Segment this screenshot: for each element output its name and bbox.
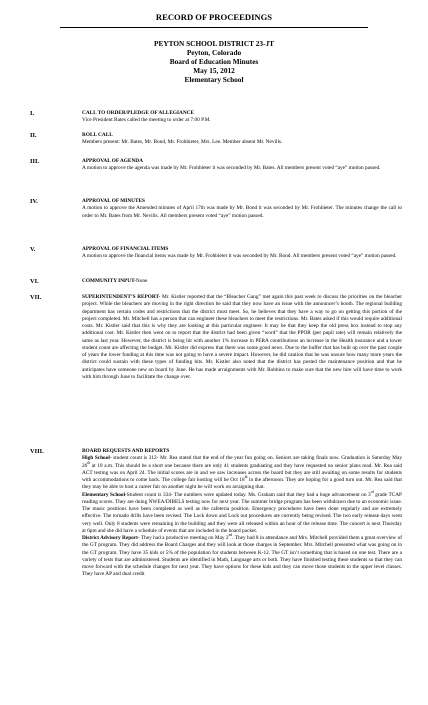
section-number: II. xyxy=(30,132,37,139)
section-text: A motion to approve the agenda was made by Mr. Frohbieter it was seconded by Mr. Bates. All members present voted “aye” motion passed. xyxy=(82,165,381,172)
report-district-advisory: District Advisory Report- They had a productive meeting on May 2nd. They had 8 in attendance and Mrs. Mitchell provided them a great overview of the GT program. They did address the Board Charges and they will look at those charges in September. Mrs. Mitchell presented what was going on in the GT program. They have 35 kids or 5% of the population for students between K-12. The GT isn’t something that is based on one test. There are a variety of tests that are administered. Students are identified in Math, Language arts or both. They have finished testing these students so that they can move forward with the schedule changes for next year. They have options for these kids and they can move those students to the upper level classes. They have AP and dual credit xyxy=(82,533,402,578)
section-number: V. xyxy=(30,246,36,253)
meeting-location: Elementary School xyxy=(184,75,244,84)
district-name: PEYTON SCHOOL DISTRICT 23-JT xyxy=(154,39,274,48)
section-number: VI. xyxy=(30,278,39,285)
meeting-date: May 15, 2012 xyxy=(193,66,235,75)
section-heading: ROLL CALL xyxy=(82,132,113,138)
section-heading: APPROVAL OF MINUTES xyxy=(82,198,145,204)
minutes-title: Board of Education Minutes xyxy=(169,57,259,66)
section-heading: BOARD REQUESTS AND REPORTS xyxy=(82,448,170,454)
section-heading: SUPERINTENDENT’S REPORT- xyxy=(82,294,161,300)
report-high-school: High School- student count is 312- Mr. Rea stated that the end of the year fun going on. Seniors are taking finals now. Graduation is Saturday May 26th at 10 a.m. This should be a short one because there are only 41 students graduating and they have requested no senior plans read. Mr. Rea said ACT testing was on April 24. The initial scores are in and we saw increases across the board but they are still awaiting on some results for students with accommodations to come back. The college fair hosting will be Oct 18th in the afternoon. They are hoping for a good turn out. Mr. Rea said that they may be able to host a career fair on another night he will work on arraigning that. xyxy=(82,455,402,491)
section-number: VII. xyxy=(30,294,42,301)
section-text: A motion to approve the financial items was made by Mr. Frohbieter it was seconded by Mr. Bond. All members present voted “aye” motion passed. xyxy=(82,253,397,260)
section-heading: APPROVAL OF FINANCIAL ITEMS xyxy=(82,246,169,252)
section-text: Members present: Mr. Bates, Mr. Bond, Mr. Frohbieter, Mrs. Lee. Member absent Mr. Nevills. xyxy=(82,139,283,146)
section-number: III. xyxy=(30,158,40,165)
report-heading: Elementary School xyxy=(82,491,126,498)
section-text: None xyxy=(135,278,148,284)
section-heading: COMMUNITY INPUT- xyxy=(82,278,136,284)
section-text: Mr. Kistler reported that the “Bleacher Gang” met again this past week to discuss the priorities on the bleacher project. While the bleachers are moving in the right direction he said that they now have an issue with the announcer’s booth. The regional building department has certain codes and restrictions that the district must meet. So, he believes that they have a way to go on getting this portion of the project completed. Mr. Mitchell has a person that can engineer these bleachers to meet the restrictions. Mr. Bates asked if this would require additional costs. Mr. Kistler said that this is why they are looking at this particular engineer. It may be that they keep the old press box instead to stop any additional cost. Mr. Kistler then went on to report that the district had been given “word” that the PPOR (per pupil rate) will remain relatively the same as last year. However, the district is being hit with another 1% increase in PERA contributions an increase in the Health insurance and a lower student count are affecting the budget. Mr. Kistler did express that there was some good news. Due to the buffer that has built up over the past couple of years the lower funding at this time was not going to have a severe impact. However, he did caution that he was unsure how many more years the district could sustain with these types of funding hits. Mr. Kistler also noted that the district has posted the maintenance position and that he anticipates have someone new on board by June. He has made arraignments with Mr. Robbins to make sure that the new hire will have time to work with him through June to facilitate the change over. xyxy=(82,294,402,380)
section-number: VIII. xyxy=(30,448,44,455)
section-heading: CALL TO ORDER/PLEDGE OF ALLEGIANCE xyxy=(82,110,195,116)
report-heading: High School xyxy=(82,455,110,462)
section-text: Vice President Bates called the meeting to order at 7:00 P.M. xyxy=(82,117,211,124)
location: Peyton, Colorado xyxy=(186,48,242,57)
section-number: IV. xyxy=(30,198,38,205)
section-heading: APPROVAL OF AGENDA xyxy=(82,158,143,164)
report-heading: District Advisory Report xyxy=(82,535,138,541)
record-title: RECORD OF PROCEEDINGS xyxy=(155,12,273,22)
section-number: I. xyxy=(30,110,35,117)
section-text: A motion to approve the Amended minutes of April 17th was made by Mr. Bond it was seconded by Mr. Frohbieter. The minutes change the call to order to Mr. Bates from Mr. Nevills. All members present voted “aye” motion passed. xyxy=(82,205,402,219)
report-elementary-school: Elementary School-Student count is 334- The numbers were updated today. Ms. Graham said that they had a huge advancement on 3rd grade TCAP reading scores. They are doing NWEA/DIBELS testing now for next year. The summer bridge program has been withdrawn due to an economic issue. The music positions have been completed as well as the cafeteria position. Emergency procedures have been done regularly and are extremely effective. The tornado drills have been revised. The Lock down and Lock out procedures are currently being revised. The two early release days went very well. Only 8 students were remaining in the building and they were all released within an hour of the release time. The concert is next Thursday at 6pm and she did have a schedule of events that are included in the board packet. xyxy=(82,489,402,534)
title-rule xyxy=(60,27,368,28)
